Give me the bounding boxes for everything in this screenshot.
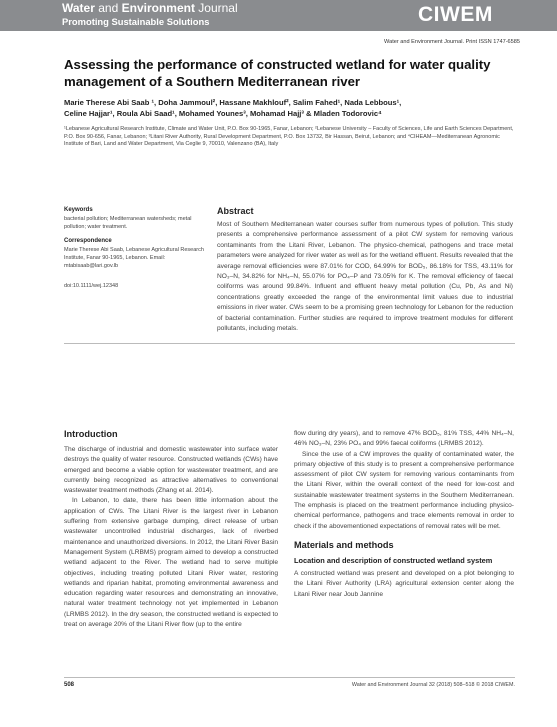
authors-line-2: Celine Hajjar¹, Roula Abi Saad¹, Mohamed Younes³, Mohamad Hajj³ & Mladen Todorovic⁴	[64, 109, 382, 118]
keywords-text: bacterial pollution; Mediterranean watersheds; metal pollution; water treatment.	[64, 216, 192, 230]
introduction-paragraph-3: flow during dry years), and to remove 47% BOD₅, 81% TSS, 44% NH₄–N, 46% NO₃–N, 23% PO₄ and 99% faecal coliforms (LRMBS 2012).	[294, 430, 514, 448]
left-column	[64, 429, 278, 630]
journal-banner	[0, 0, 557, 31]
journal-name: Water and Environment Journal	[62, 1, 238, 15]
correspondence-block	[64, 237, 206, 270]
introduction-paragraph-1: The discharge of industrial and domestic wastewater into surface water destroys the quality of water resource. Constructed wetlands (CWs) have emerged and become a viable option for wastewater treatment, and are currently being recognized as attractive alternatives to conventional wastewater treatment methods (Zhang et al. 2014).	[64, 446, 278, 495]
issn-line: Water and Environment Journal. Print ISSN 1747-6585	[384, 39, 520, 45]
correspondence-text: Marie Therese Abi Saab, Lebanese Agricultural Research Institute, Fanar 90-1965, Lebanon. Email: mtabisaab@lari.gov.lb	[64, 247, 204, 269]
section-divider	[64, 343, 515, 344]
keywords-block	[64, 206, 206, 231]
abstract-text: Most of Southern Mediterranean water courses suffer from numerous types of pollution. This study presents a comprehensive performance assessment of a pilot CW system for removing various contaminants from the Litani River, Lebanon. The physico-chemical, pathogens and trace metal parameters were analyzed for river water as well as for the wetland effluent. Results revealed that the average removal efficiencies were 87.01% for COD, 64.99% for BOD₅, 86.18% for TSS, 43.11% for NO₃–N, 34.82% for NH₄–N, 55.07% for PO₄–P and 73.05% for K. The removal efficiency of faecal coliforms was around 99.84%. Influent and effluent heavy metal pollution (Cu, Pb, As and Ni) concentrations greatly exceeded the range of the environmental limit values due to industrial emissions in river water. CWs seem to be a promising green technology for Lebanon for the reduction of bacterial contamination. Further studies are required to improve treatment modules for different pollutants, including metals.	[217, 221, 513, 333]
introduction-paragraph-2: In Lebanon, to date, there has been little information about the application of CWs. The Litani River is the largest river in Lebanon suffering from extensive garbage dumping, direct release of urban wastewater uncontrolled industrial discharges, lack of riverbed maintenance and unauthorized diversions. In 2012, the Litani River Basin Management System (LRBMS) program aimed to develop a constructed wetland adjacent to the River. The wetland had to serve multiple objectives, including treating polluted Litani River water, restoring wetlands and riparian habitat, promoting environmental awareness and education regarding water resources and demonstrating an innovative, natural water treatment technology not yet implemented in Lebanon (LRMBS 2012). In the dry season, the constructed wetland is expected to treat on average 20% of the Litani River flow (up to the entire	[64, 497, 278, 629]
abstract-section	[217, 206, 513, 334]
introduction-paragraph-4: Since the use of a CW improves the quality of contaminated water, the primary objective of this study is to present a comprehensive performance assessment of pilot CW system for removing various contaminants from the Litani River, within the overall context of the need for low-cost and sustainable wastewater treatment systems in the Southern Mediterranean. The emphasis is placed on the treatment performance including physico-chemical performance, pathogens and trace elements removal in order to check if the abovementioned expectations of removal rates will be met.	[294, 450, 514, 530]
authors-line-1: Marie Therese Abi Saab ¹, Doha Jammoul², Hassane Makhlouf², Salim Fahed¹, Nada Lebbous¹,	[64, 98, 402, 107]
methods-title: Materials and methods	[294, 539, 394, 550]
article-title: Assessing the performance of constructed wetland for water quality management of a Southern Mediterranean river	[64, 57, 491, 89]
journal-tagline: Promoting Sustainable Solutions	[62, 16, 210, 27]
doi-link[interactable]: doi:10.1111/wej.12348	[64, 283, 119, 289]
methods-paragraph-1: A constructed wetland was present and developed on a plot belonging to the Litani River Authority (LRA) agricultural extension center along the Litani River near Joub Jannine	[294, 569, 514, 598]
article-sidebar	[64, 206, 206, 290]
introduction-title: Introduction	[64, 429, 118, 439]
publisher-logo: CIWEM	[418, 3, 493, 26]
page-number: 508	[64, 682, 75, 688]
right-column	[294, 429, 514, 600]
footer-journal-info: Water and Environment Journal 32 (2018) 508–518 © 2018 CIWEM.	[351, 682, 515, 688]
footer-divider	[64, 677, 515, 678]
author-list	[64, 97, 514, 119]
correspondence-label: Correspondence	[64, 238, 112, 244]
affiliations: ¹Lebanese Agricultural Research Institute, Climate and Water Unit, P.O. Box 90-1965, Fanar, Lebanon; ²Lebanese University – Faculty of Sciences, Life and Earth Sciences Department, P.O. Box 90-656, Fanar, Lebanon; ³Litani River Authority, Rural Development Department, P.O. Box 13732, Bir Hassan, Beirut, Lebanon; and ⁴CIHEAM—Mediterranean Agronomic Institute of Bari, Land and Water Department, Via Ceglie 9, 70010, Valenzano (BA), Italy	[64, 126, 514, 148]
spacer	[294, 532, 514, 540]
methods-subtitle: Location and description of constructed wetland system	[294, 555, 493, 565]
keywords-label: Keywords	[64, 207, 93, 213]
abstract-title: Abstract	[217, 206, 254, 216]
